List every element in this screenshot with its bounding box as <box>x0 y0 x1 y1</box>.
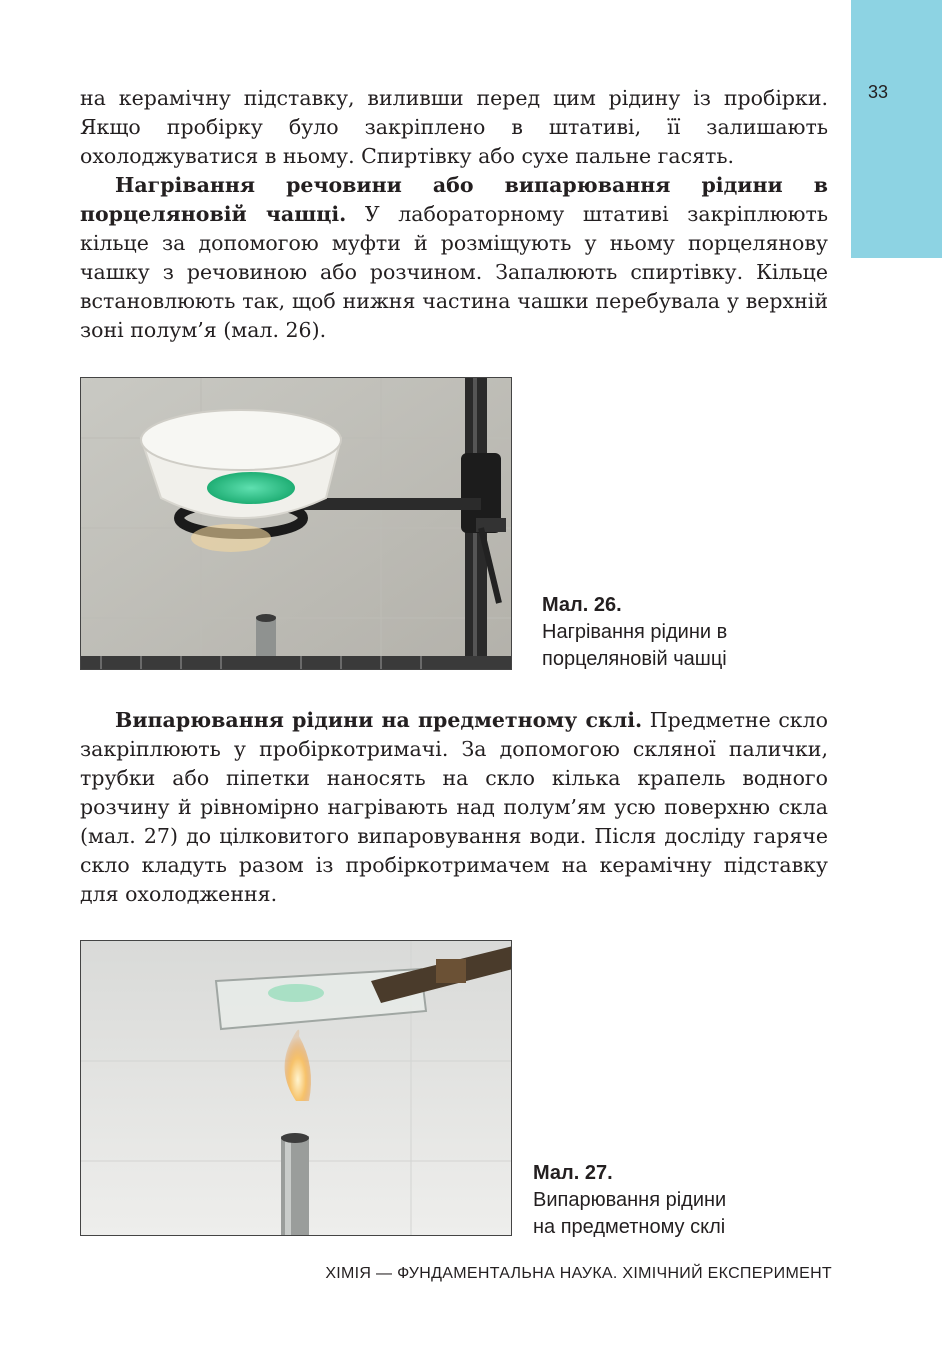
text-block-middle <box>80 706 828 909</box>
figure-27-caption <box>533 1160 726 1241</box>
paragraph-2-heading: Нагрівання речовини або випарювання рідини в порцеляновій чашці. <box>80 173 828 226</box>
paragraph-3 <box>80 706 828 909</box>
paragraph-2 <box>80 171 828 345</box>
page-tab <box>851 0 942 258</box>
paragraph-3-heading: Випарювання рідини на предметному склі. <box>115 708 643 732</box>
figure-26-line-1: Нагрівання рідини в <box>542 621 728 643</box>
running-footer: ХІМІЯ — ФУНДАМЕНТАЛЬНА НАУКА. ХІМІЧНИЙ ЕКСПЕРИМЕНТ <box>325 1265 832 1282</box>
figure-26-title: Мал. 26. <box>542 594 622 616</box>
text-block-top <box>80 84 828 345</box>
figure-26-line-2: порцеляновій чашці <box>542 648 727 670</box>
porcelain-dish-illustration <box>81 378 512 670</box>
glass-slide-illustration <box>81 941 512 1236</box>
paragraph-3-body: Предметне скло закріплюють у пробіркотримачі. За допомогою скляної палички, трубки або піпетки наносять на скло кілька крапель водного розчину й рівномірно нагрівають над полум’ям усю поверхню скла (мал. 27) до цілковитого випаровування води. Після досліду гаряче скло кладуть разом із пробіркотримачем на керамічну підставку для охолодження. <box>80 708 828 906</box>
figure-26-caption <box>542 592 727 673</box>
page-number: 33 <box>867 82 889 102</box>
paragraph-2-body: У лабораторному штативі закріплюють кільце за допомогою муфти й розміщують у ньому порцелянову чашку з речовиною або розчином. Запалюють спиртівку. Кільце встановлюють так, щоб нижня частина чашки перебувала у верхній зоні полум’я (мал. 26). <box>80 202 828 342</box>
figure-27-title: Мал. 27. <box>533 1162 613 1184</box>
figure-27-photo <box>80 940 512 1236</box>
figure-27-line-2: на предметному склі <box>533 1216 726 1238</box>
paragraph-1: на керамічну підставку, виливши перед цим рідину із пробірки. Якщо пробірку було закріплено в штативі, її залишають охолоджуватися в ньому. Спиртівку або сухе пальне гасять. <box>80 86 828 168</box>
figure-26-photo <box>80 377 512 670</box>
figure-27-line-1: Випарювання рідини <box>533 1189 727 1211</box>
